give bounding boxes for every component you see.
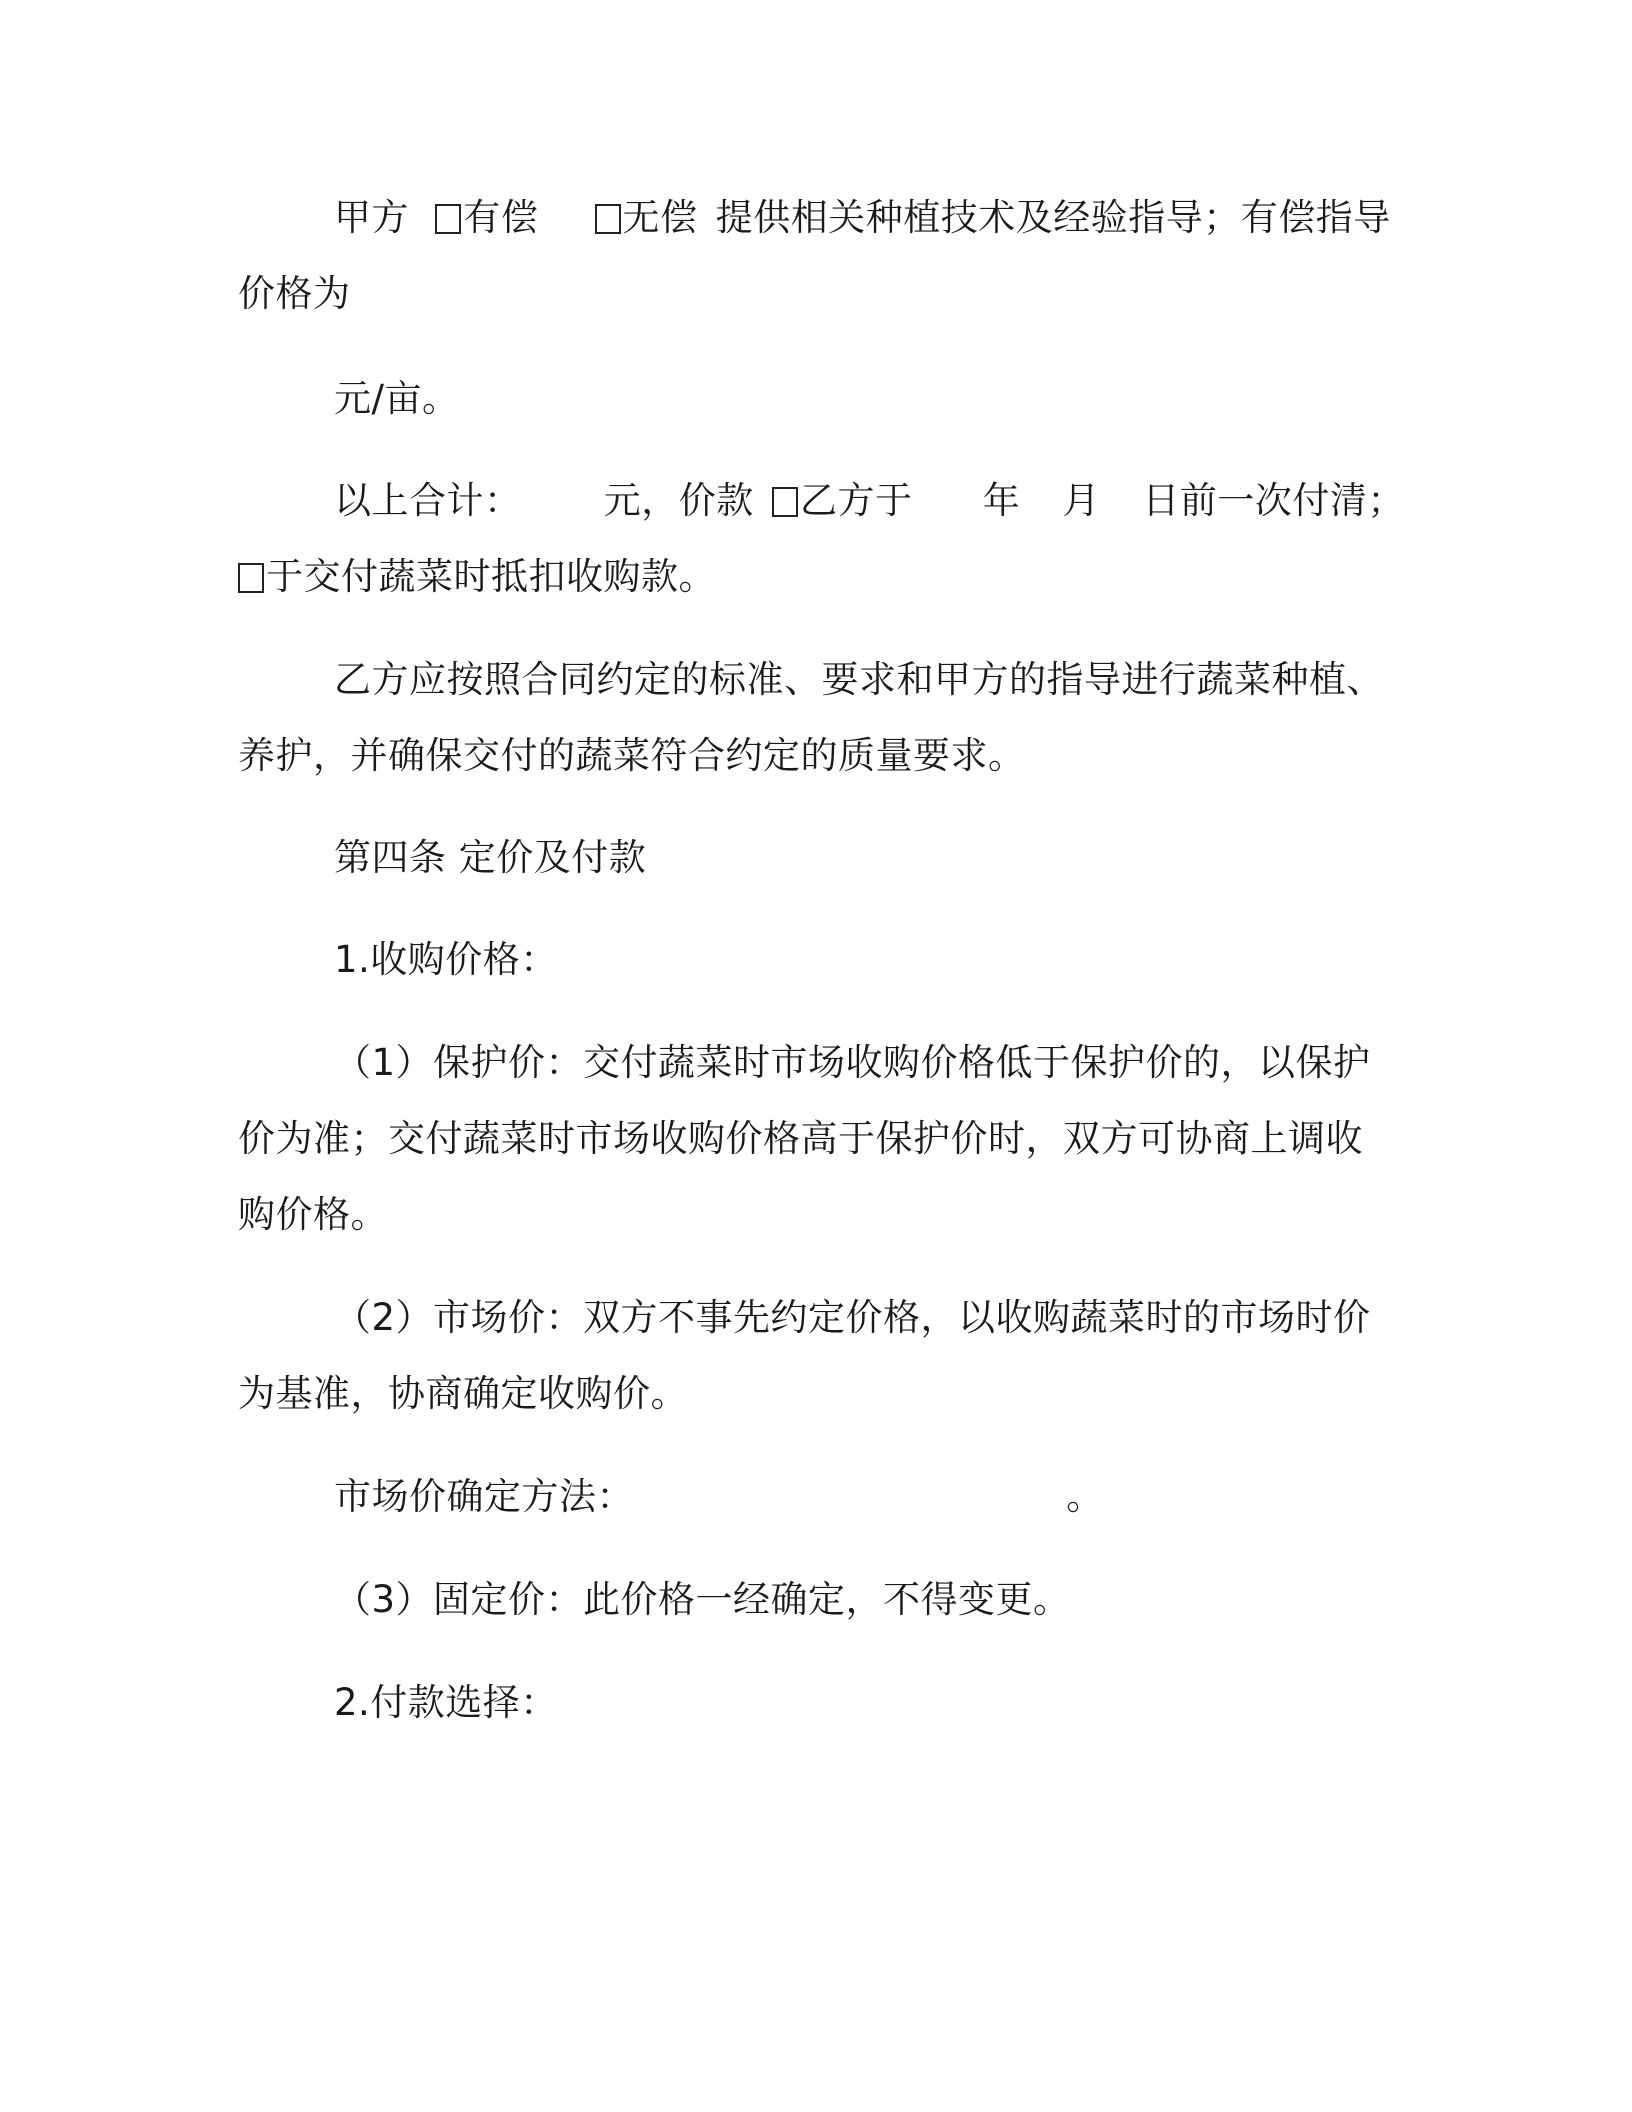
- para1-line1: [334, 194, 1391, 242]
- month-label: 月: [1062, 479, 1101, 522]
- market-method-end: 。: [1066, 1475, 1104, 1518]
- day-label: 日前一次付清；: [1142, 479, 1405, 522]
- payment-choice-heading: 2.付款选择：: [334, 1681, 558, 1724]
- purchase-price-heading: 1.收购价格：: [334, 938, 558, 981]
- free-option-label: 无偿: [622, 196, 698, 239]
- deduct-label: 于交付蔬菜时抵扣收购款。: [266, 555, 716, 598]
- market-method-label: 市场价确定方法：: [334, 1475, 634, 1518]
- year-label: 年: [982, 479, 1021, 522]
- party-b-pay-label: 乙方于: [800, 479, 913, 522]
- protect-price-line1: （1）保护价：交付蔬菜时市场收购价格低于保护价的，以保护: [334, 1041, 1371, 1084]
- para3-line1: 乙方应按照合同约定的标准、要求和甲方的指导进行蔬菜种植、: [334, 658, 1384, 701]
- unit-price-line: 元/亩。: [334, 377, 460, 420]
- yuan-text: 元，价款: [603, 479, 754, 522]
- pay-before-date-checkbox[interactable]: [772, 487, 798, 517]
- para1-line2: 价格为: [238, 272, 351, 315]
- protect-price-line3: 购价格。: [238, 1193, 388, 1236]
- free-checkbox[interactable]: [595, 204, 621, 234]
- total-label: 以上合计：: [334, 479, 522, 522]
- party-a-label: 甲方: [334, 196, 409, 239]
- para2-line1: [334, 477, 1405, 525]
- market-price-line2: 为基准，协商确定收购价。: [238, 1372, 688, 1415]
- paid-checkbox[interactable]: [435, 204, 461, 234]
- guidance-text: 提供相关种植技术及经验指导；有偿指导: [715, 196, 1391, 239]
- market-price-line1: （2）市场价：双方不事先约定价格，以收购蔬菜时的市场时价: [334, 1296, 1371, 1339]
- market-method-line: [334, 1473, 1104, 1521]
- protect-price-line2: 价为准；交付蔬菜时市场收购价格高于保护价时，双方可协商上调收: [238, 1117, 1363, 1160]
- para2-line2: [238, 553, 716, 601]
- article4-title: 第四条 定价及付款: [334, 836, 647, 879]
- fixed-price-line: （3）固定价：此价格一经确定，不得变更。: [334, 1578, 1071, 1621]
- paid-option-label: 有偿: [463, 196, 539, 239]
- para3-line2: 养护，并确保交付的蔬菜符合约定的质量要求。: [238, 734, 1026, 777]
- deduct-checkbox[interactable]: [238, 563, 264, 593]
